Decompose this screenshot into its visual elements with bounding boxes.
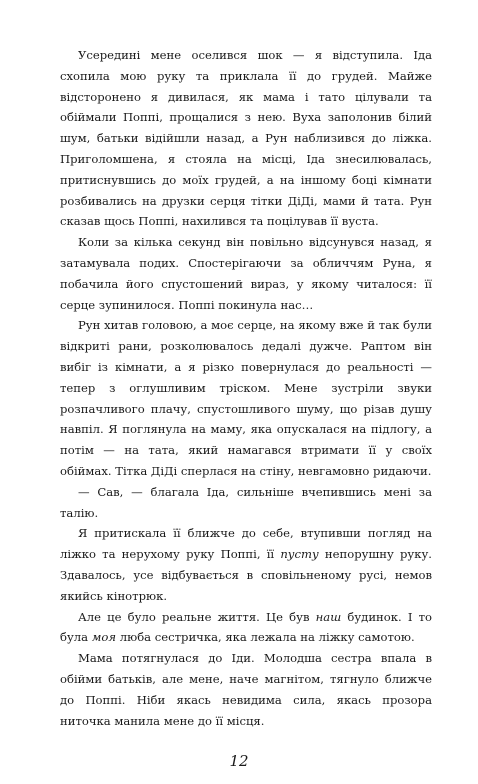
paragraph: Усередині мене оселився шок — я відступила. Іда схопила мою руку та приклала її до грудей. Майже відсторонено я дивилася, як мама і тато цілували та обіймали Поппі, прощалися з нею. Вуха заполонив білий шум, батьки відійшли назад, а Рун наблизився до ліжка. Приголомшена, я стояла на місці, Іда знесилювалась, притиснувшись до моїх грудей, а на іншому боці кімнати розбивались на друзки серця тітки ДіДі, мами й тата. Рун сказав щось Поппі, нахилився та поцілував її вуста. xyxy=(60,48,432,229)
paragraph: Але це було реальне життя. Це був наш будинок. І то була моя люба сестричка, яка лежала на ліжку самотою. xyxy=(60,609,433,645)
paragraph: Рун хитав головою, а моє серце, на якому вже й так були відкриті рани, розколювалось дедалі дужче. Раптом він вибіг із кімнати, а я різко повернулася до реальності — тепер з оглушливим тріском. Мене зустріли звуки розпачливого плачу, спустошливого шуму, що різав душу навпіл. Я поглянула на маму, яка опускалася на підлогу, а потім — на тата, який намагався втримати її у своїх обіймах. Тітка ДіДі сперлася на стіну, невгамовно ридаючи. xyxy=(60,318,432,478)
paragraph: Коли за кілька секунд він повільно відсунувся назад, я затамувала подих. Спостерігаючи за обличчям Руна, я побачила його спустошений вираз, у якому читалося: її серце зупинилося. Поппі покинула нас… xyxy=(60,235,432,312)
paragraph: — Сав, — благала Іда, сильніше вчепившись мені за талію. xyxy=(60,484,432,520)
paragraph: Я притискала її ближче до себе, втупивши погляд на ліжко та нерухому руку Поппі, її пусту непорушну руку. Здавалось, усе відбувається в сповільненому русі, немов якийсь кінотрюк. xyxy=(60,526,432,603)
page-number: 12 xyxy=(229,752,249,770)
body-text xyxy=(60,45,432,731)
paragraph: Мама потягнулася до Іди. Молодша сестра впала в обійми батьків, але мене, наче магнітом, тягнуло ближче до Поппі. Ніби якась невидима сила, якась прозора ниточка манила мене до її місця. xyxy=(60,651,432,728)
